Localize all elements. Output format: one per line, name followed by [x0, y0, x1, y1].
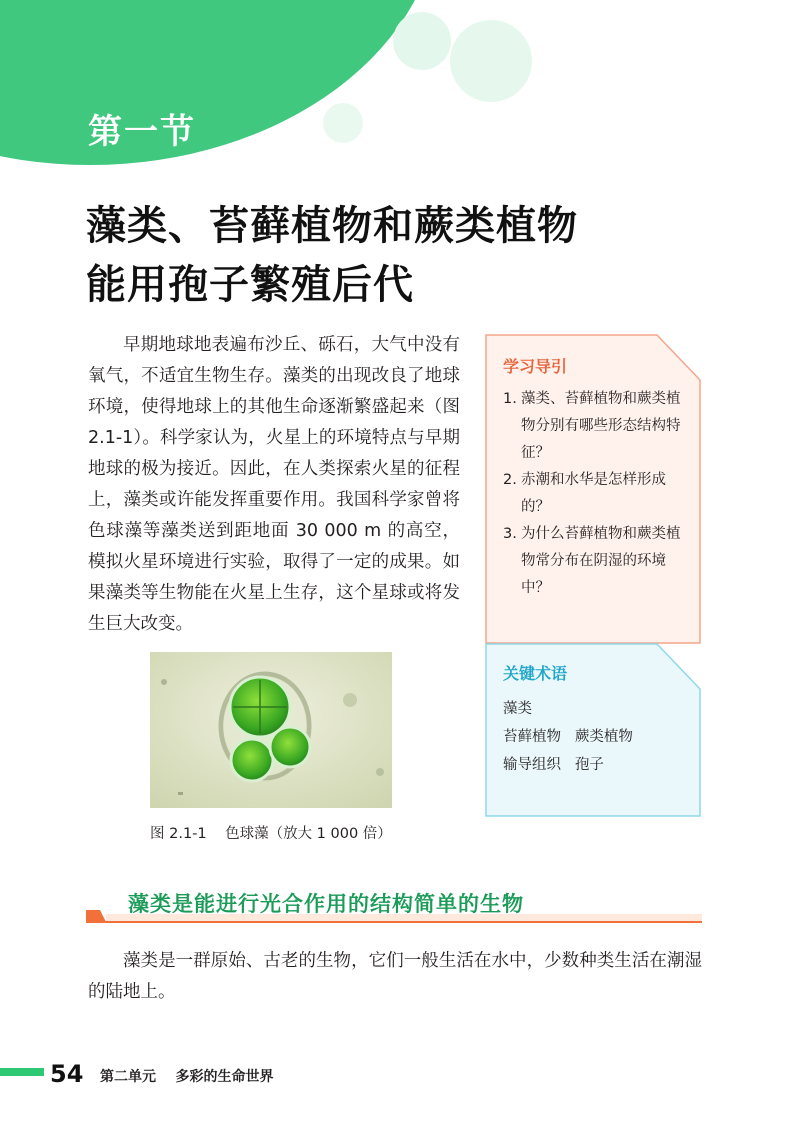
body-text	[88, 946, 702, 1008]
guide-list	[503, 386, 691, 602]
guide-item	[503, 467, 691, 521]
guide-item-number: 3.	[503, 526, 517, 542]
footer-accent-bar	[0, 1068, 44, 1076]
decorative-bubble	[323, 103, 363, 143]
term-line: 藻类	[503, 701, 532, 717]
guide-title: 学习导引	[503, 357, 568, 376]
guide-item-number: 2.	[503, 472, 517, 488]
learning-guide-box	[485, 334, 701, 644]
term-line: 输导组织 孢子	[503, 757, 604, 773]
intro-text	[88, 330, 460, 640]
guide-item	[503, 386, 691, 467]
guide-item-text: 藻类、苔藓植物和蕨类植物分别有哪些形态结构特征？	[521, 391, 681, 461]
body-paragraph: 藻类是一群原始、古老的生物，它们一般生活在水中，少数种类生活在潮湿的陆地上。	[88, 951, 702, 1002]
figure-caption: 图 2.1-1 色球藻（放大 1 000 倍）	[150, 826, 392, 842]
page-number: 54	[50, 1060, 84, 1088]
guide-item	[503, 521, 691, 602]
subsection-heading: 藻类是能进行光合作用的结构简单的生物	[128, 892, 524, 916]
terms-title: 关键术语	[503, 664, 568, 683]
chroococcus-micrograph	[150, 652, 392, 808]
decorative-bubble	[393, 12, 451, 70]
header-green-arc	[0, 0, 440, 165]
guide-item-number: 1.	[503, 391, 517, 407]
page-title-line-2: 能用孢子繁殖后代	[86, 262, 414, 308]
guide-item-text: 赤潮和水华是怎样形成的？	[521, 472, 666, 515]
page-title-line-1: 藻类、苔藓植物和蕨类植物	[86, 203, 578, 249]
guide-item-text: 为什么苔藓植物和蕨类植物常分布在阴湿的环境中？	[521, 526, 681, 596]
footer-unit-title: 第二单元 多彩的生命世界	[100, 1069, 274, 1085]
term-line: 苔藓植物 蕨类植物	[503, 729, 633, 745]
section-label: 第一节	[88, 112, 196, 152]
intro-paragraph: 早期地球地表遍布沙丘、砾石，大气中没有氧气，不适宜生物生存。藻类的出现改良了地球环境，使得地球上的其他生命逐渐繁盛起来（图 2.1-1）。科学家认为，火星上的环境特点与早期地球的极为接近。因此，在人类探索火星的征程上，藻类或许能发挥重要作用。我国科学家曾将色球藻等藻类送到距地面 30 000 m 的高空，模拟火星环境进行实验，取得了一定的成果。如果藻类等生物能在火星上生存，这个星球或将发生巨大改变。	[88, 335, 460, 634]
decorative-bubble	[450, 20, 532, 102]
key-terms-box	[485, 643, 701, 817]
